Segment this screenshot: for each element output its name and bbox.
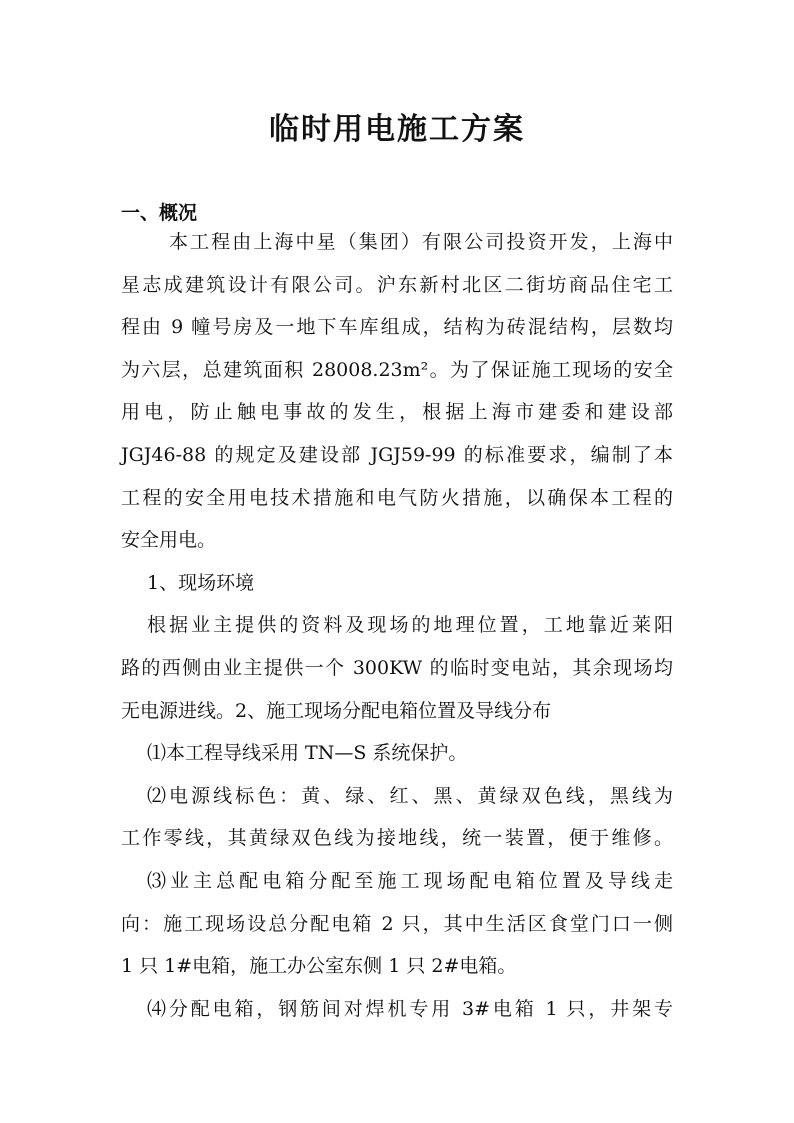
paragraph-line: 程由 9 幢号房及一地下车库组成，结构为砖混结构，层数均 [121,316,673,339]
paragraph-line: 工程的安全用电技术措施和电气防火措施，以确保本工程的 [121,486,673,509]
paragraph-line: 无电源进线。2、施工现场分配电箱位置及导线分布 [121,699,552,722]
paragraph-line: ⑴本工程导线采用 TN—S 系统保护。 [147,742,468,765]
section-heading: 一、概况 [121,202,198,224]
paragraph-line: 本工程由上海中星（集团）有限公司投资开发，上海中 [169,231,673,253]
paragraph-line: 安全用电。 [121,529,217,552]
paragraph-line: ⑶业主总配电箱分配至施工现场配电箱位置及导线走 [147,869,673,892]
paragraph-line: ⑷分配电箱，钢筋间对焊机专用 3#电箱 1 只，井架专 [147,997,673,1020]
paragraph-line: 星志成建筑设计有限公司。沪东新村北区二街坊商品住宅工 [121,273,673,296]
document-title: 临时用电施工方案 [269,112,525,147]
paragraph-line: JGJ46-88 的规定及建设部 JGJ59-99 的标准要求，编制了本 [121,443,673,466]
paragraph-line: 1、现场环境 [147,571,255,594]
paragraph-line: 为六层，总建筑面积 28008.23m²。为了保证施工现场的安全 [121,358,673,381]
paragraph-line: 1 只 1#电箱，施工办公室东侧 1 只 2#电箱。 [121,955,517,978]
paragraph-line: 向：施工现场设总分配电箱 2 只，其中生活区食堂门口一侧 [121,912,673,935]
paragraph-line: ⑵电源线标色：黄、绿、红、黑、黄绿双色线，黑线为 [147,784,673,807]
paragraph-line: 路的西侧由业主提供一个 300KW 的临时变电站，其余现场均 [121,656,673,679]
document-body [121,221,673,1030]
paragraph-line: 工作零线，其黄绿双色线为接地线，统一装置，便于维修。 [121,827,673,850]
paragraph-line: 根据业主提供的资料及现场的地理位置，工地靠近莱阳 [147,614,673,637]
paragraph-line: 用电，防止触电事故的发生，根据上海市建委和建设部 [121,401,673,424]
